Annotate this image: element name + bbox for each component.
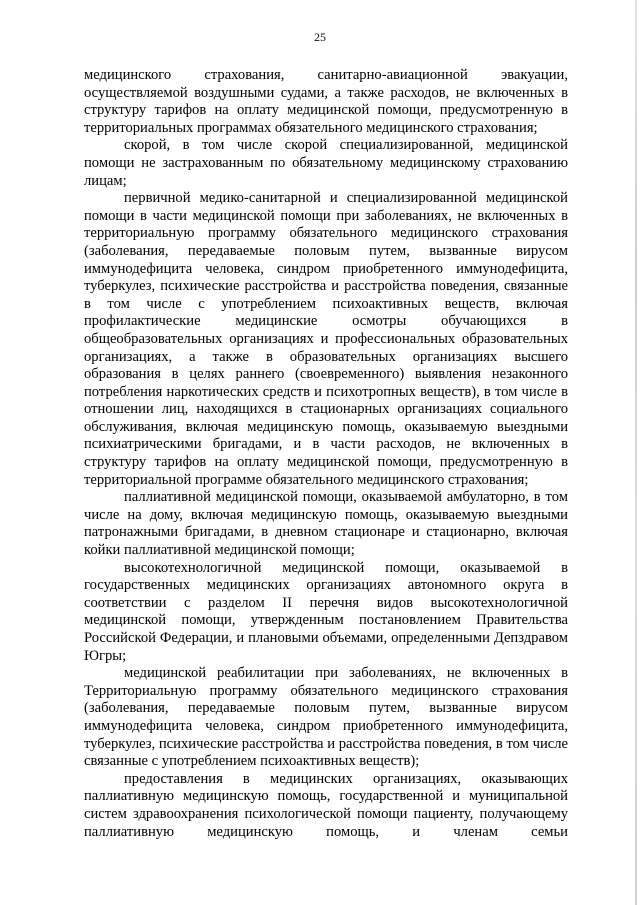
paragraph-4: паллиативной медицинской помощи, оказываемой амбулаторно, в том числе на дому, включая медицинскую помощь, оказываемую выездными патронажными бригадами, в дневном стационаре и стационарно, включая койки паллиативной медицинской помощи; <box>84 489 568 559</box>
page-number: 25 <box>314 30 326 44</box>
paragraph-1: медицинского страхования, санитарно-авиационной эвакуации, осуществляемой воздушными судами, а также расходов, не включенных в структуру тарифов на оплату медицинской помощи, предусмотренную в территориальных программах обязательного медицинского страхования; <box>84 67 568 136</box>
paragraph-2: скорой, в том числе скорой специализированной, медицинской помощи не застрахованным по обязательному медицинскому страхованию лицам; <box>84 137 568 189</box>
paragraph-7: предоставления в медицинских организациях, оказывающих паллиативную медицинскую помощь, государственной и муниципальной систем здравоохранения психологической помощи пациенту, получающему паллиативную медицинскую помощь, и членам семьи <box>84 770 568 840</box>
scan-edge <box>635 0 637 905</box>
paragraph-6: медицинской реабилитации при заболеваниях, не включенных в Территориальную программу обязательного медицинского страхования (заболевания, передаваемые половым путем, вызванные вирусом иммунодефицита человека, синдром приобретенного иммунодефицита, туберкулез, психические расстройства и расстройства поведения, в том числе связанные с употреблением психоактивных веществ); <box>84 665 568 770</box>
paragraph-5: высокотехнологичной медицинской помощи, оказываемой в государственных медицинских организациях автономного округа в соответствии с разделом II перечня видов высокотехнологичной медицинской помощи, утвержденным постановлением Правительства Российской Федерации, и плановыми объемами, определенными Депздравом Югры; <box>84 559 568 664</box>
paragraph-3: первичной медико-санитарной и специализированной медицинской помощи в части медицинской помощи при заболеваниях, не включенных в территориальную программу обязательного медицинского страхования (заболевания, передаваемые половым путем, вызванные вирусом иммунодефицита человека, синдром приобретенного иммунодефицита, туберкулез, психические расстройства и расстройства поведения, связанные в том числе с употреблением психоактивных веществ, включая профилактические медицинские осмотры обучающихся в общеобразовательных организациях и профессиональных образовательных организациях, а также в образовательных организациях высшего образования в целях раннего (своевременного) выявления незаконного потребления наркотических средств и психотропных веществ), в том числе в отношении лиц, находящихся в стационарных организациях социального обслуживания, включая медицинскую помощь, оказываемую выездными психиатрическими бригадами, и в части расходов, не включенных в структуру тарифов на оплату медицинской помощи, предусмотренную в территориальной программе обязательного медицинского страхования; <box>84 190 568 488</box>
body-text <box>84 67 568 841</box>
